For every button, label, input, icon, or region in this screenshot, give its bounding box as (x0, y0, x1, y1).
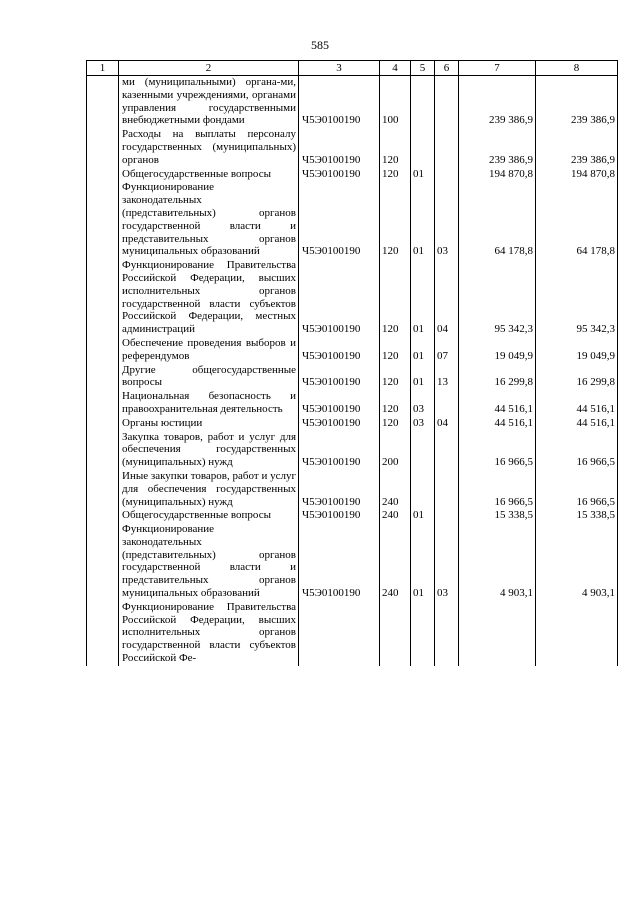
cell-amount-2: 16 966,5 (536, 470, 618, 509)
cell-amount-2: 44 516,1 (536, 390, 618, 417)
cell-description: Общегосударственные вопросы (119, 509, 299, 523)
header-col-4: 4 (380, 61, 411, 76)
cell-amount-2: 16 966,5 (536, 431, 618, 470)
cell-target-code: Ч5Э0100190 (299, 431, 380, 470)
table-row (87, 470, 618, 509)
table-row (87, 76, 618, 129)
cell-subsection: 04 (435, 259, 459, 337)
cell-subsection (435, 76, 459, 129)
cell-col-1 (87, 417, 119, 431)
cell-expense-type: 100 (380, 76, 411, 129)
table-row (87, 417, 618, 431)
cell-expense-type (380, 601, 411, 666)
cell-description: Национальная безопасность и правоохранительная деятельность (119, 390, 299, 417)
cell-expense-type: 120 (380, 259, 411, 337)
table-row (87, 337, 618, 364)
cell-amount-1: 15 338,5 (459, 509, 536, 523)
cell-amount-1: 44 516,1 (459, 390, 536, 417)
header-col-2: 2 (119, 61, 299, 76)
cell-subsection (435, 168, 459, 182)
cell-section: 01 (411, 364, 435, 391)
cell-section (411, 128, 435, 167)
table-row (87, 431, 618, 470)
cell-amount-1: 44 516,1 (459, 417, 536, 431)
cell-description: Обеспечение проведения выборов и референдумов (119, 337, 299, 364)
cell-amount-2: 44 516,1 (536, 417, 618, 431)
cell-section: 01 (411, 168, 435, 182)
cell-subsection (435, 431, 459, 470)
cell-description: Иные закупки товаров, работ и услуг для обеспечения государственных (муниципальных) нужд (119, 470, 299, 509)
table-row (87, 523, 618, 601)
cell-expense-type: 240 (380, 523, 411, 601)
cell-section (411, 601, 435, 666)
cell-section: 01 (411, 523, 435, 601)
cell-description: Другие общегосударственные вопросы (119, 364, 299, 391)
cell-amount-2: 4 903,1 (536, 523, 618, 601)
cell-expense-type: 240 (380, 470, 411, 509)
cell-target-code (299, 601, 380, 666)
cell-col-1 (87, 181, 119, 259)
cell-amount-2: 239 386,9 (536, 76, 618, 129)
cell-section (411, 431, 435, 470)
cell-amount-2: 239 386,9 (536, 128, 618, 167)
cell-col-1 (87, 76, 119, 129)
cell-col-1 (87, 431, 119, 470)
cell-target-code: Ч5Э0100190 (299, 337, 380, 364)
cell-expense-type: 120 (380, 337, 411, 364)
cell-amount-1: 4 903,1 (459, 523, 536, 601)
header-col-3: 3 (299, 61, 380, 76)
cell-col-1 (87, 168, 119, 182)
header-col-8: 8 (536, 61, 618, 76)
header-col-6: 6 (435, 61, 459, 76)
cell-section (411, 76, 435, 129)
cell-subsection (435, 509, 459, 523)
cell-amount-1: 194 870,8 (459, 168, 536, 182)
table-row (87, 390, 618, 417)
cell-col-1 (87, 364, 119, 391)
cell-description: Функционирование Правительства Российской Федерации, высших исполнительных органов государственной власти субъектов Российской Фе- (119, 601, 299, 666)
cell-description: Функционирование Правительства Российской Федерации, высших исполнительных органов государственной власти субъектов Российской Федерации, местных администраций (119, 259, 299, 337)
cell-subsection: 03 (435, 181, 459, 259)
cell-col-1 (87, 509, 119, 523)
cell-subsection (435, 390, 459, 417)
cell-amount-1: 16 966,5 (459, 431, 536, 470)
cell-description: Расходы на выплаты персоналу государственных (муниципальных) органов (119, 128, 299, 167)
cell-section (411, 470, 435, 509)
cell-target-code: Ч5Э0100190 (299, 128, 380, 167)
cell-expense-type: 120 (380, 390, 411, 417)
cell-section: 01 (411, 181, 435, 259)
cell-description: ми (муниципальными) органа-ми, казенными учреждениями, органами управления государственными внебюджетными фондами (119, 76, 299, 129)
cell-target-code: Ч5Э0100190 (299, 417, 380, 431)
cell-subsection (435, 601, 459, 666)
page-number: 585 (311, 38, 329, 52)
cell-description: Функционирование законодательных (представительных) органов государственной власти и представительных органов муниципальных образований (119, 181, 299, 259)
cell-col-1 (87, 390, 119, 417)
cell-section: 03 (411, 417, 435, 431)
cell-amount-2: 16 299,8 (536, 364, 618, 391)
cell-subsection (435, 470, 459, 509)
cell-col-1 (87, 128, 119, 167)
cell-col-1 (87, 470, 119, 509)
cell-section: 01 (411, 259, 435, 337)
cell-amount-1: 95 342,3 (459, 259, 536, 337)
cell-description: Общегосударственные вопросы (119, 168, 299, 182)
cell-amount-2: 194 870,8 (536, 168, 618, 182)
cell-target-code: Ч5Э0100190 (299, 168, 380, 182)
table-row (87, 128, 618, 167)
cell-expense-type: 120 (380, 128, 411, 167)
table-row (87, 259, 618, 337)
cell-amount-1: 64 178,8 (459, 181, 536, 259)
header-col-1: 1 (87, 61, 119, 76)
cell-description: Закупка товаров, работ и услуг для обеспечения государственных (муниципальных) нужд (119, 431, 299, 470)
budget-table (86, 60, 618, 666)
cell-col-1 (87, 337, 119, 364)
table-row (87, 181, 618, 259)
cell-amount-1 (459, 601, 536, 666)
cell-col-1 (87, 601, 119, 666)
cell-expense-type: 120 (380, 181, 411, 259)
cell-amount-2: 15 338,5 (536, 509, 618, 523)
header-col-7: 7 (459, 61, 536, 76)
cell-description: Органы юстиции (119, 417, 299, 431)
cell-subsection: 07 (435, 337, 459, 364)
cell-amount-1: 239 386,9 (459, 76, 536, 129)
table-header (87, 61, 618, 76)
cell-target-code: Ч5Э0100190 (299, 76, 380, 129)
cell-subsection: 03 (435, 523, 459, 601)
cell-amount-1: 16 966,5 (459, 470, 536, 509)
cell-amount-2 (536, 601, 618, 666)
cell-expense-type: 240 (380, 509, 411, 523)
cell-target-code: Ч5Э0100190 (299, 509, 380, 523)
cell-target-code: Ч5Э0100190 (299, 364, 380, 391)
cell-amount-2: 64 178,8 (536, 181, 618, 259)
cell-target-code: Ч5Э0100190 (299, 523, 380, 601)
cell-description: Функционирование законодательных (представительных) органов государственной власти и представительных органов муниципальных образований (119, 523, 299, 601)
cell-expense-type: 200 (380, 431, 411, 470)
cell-section: 03 (411, 390, 435, 417)
cell-subsection (435, 128, 459, 167)
cell-target-code: Ч5Э0100190 (299, 259, 380, 337)
cell-target-code: Ч5Э0100190 (299, 181, 380, 259)
table-body (87, 76, 618, 666)
table-row (87, 601, 618, 666)
cell-amount-1: 19 049,9 (459, 337, 536, 364)
table-row (87, 364, 618, 391)
cell-amount-2: 95 342,3 (536, 259, 618, 337)
cell-subsection: 13 (435, 364, 459, 391)
cell-expense-type: 120 (380, 364, 411, 391)
table-row (87, 168, 618, 182)
cell-amount-2: 19 049,9 (536, 337, 618, 364)
cell-subsection: 04 (435, 417, 459, 431)
cell-amount-1: 16 299,8 (459, 364, 536, 391)
cell-section: 01 (411, 509, 435, 523)
cell-expense-type: 120 (380, 168, 411, 182)
cell-col-1 (87, 523, 119, 601)
table-row (87, 509, 618, 523)
header-col-5: 5 (411, 61, 435, 76)
cell-section: 01 (411, 337, 435, 364)
cell-target-code: Ч5Э0100190 (299, 470, 380, 509)
cell-target-code: Ч5Э0100190 (299, 390, 380, 417)
cell-amount-1: 239 386,9 (459, 128, 536, 167)
cell-expense-type: 120 (380, 417, 411, 431)
cell-col-1 (87, 259, 119, 337)
